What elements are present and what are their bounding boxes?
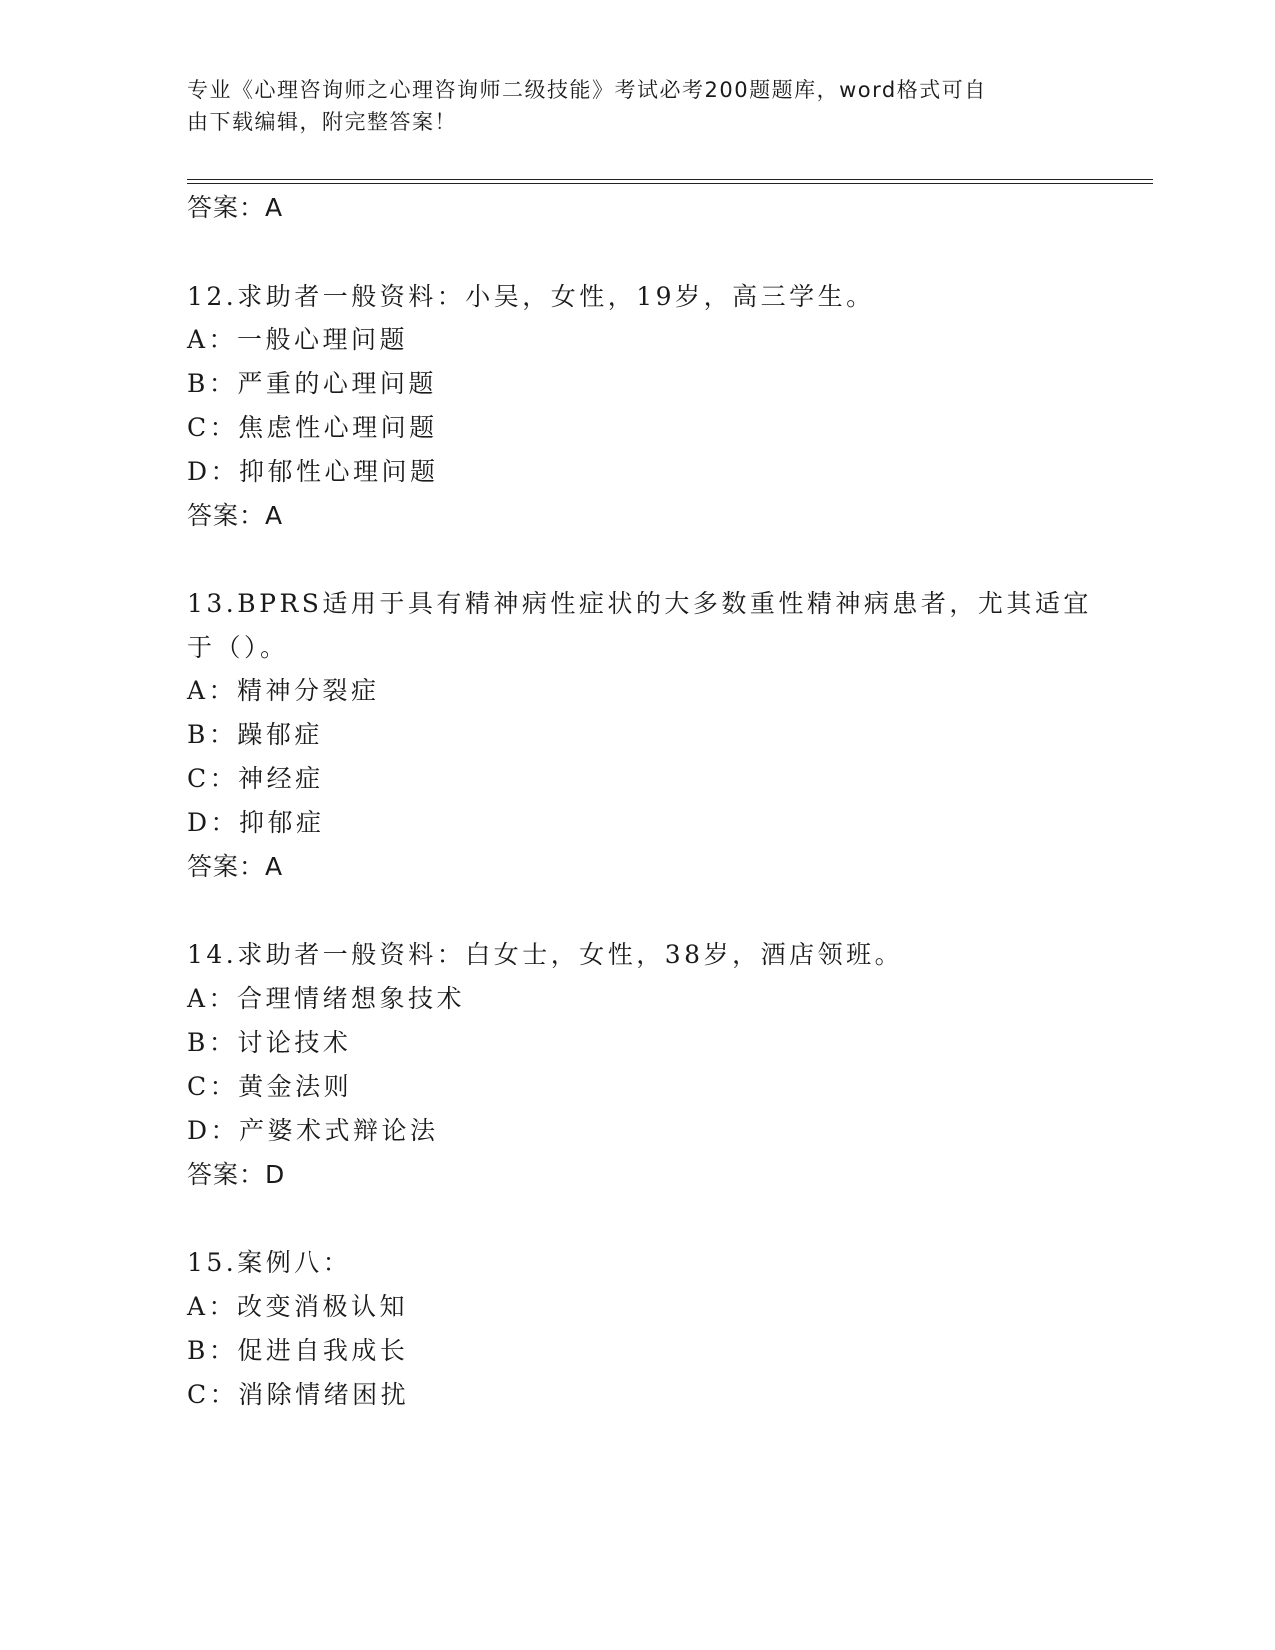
answer-line: 答案：D	[187, 1160, 286, 1189]
header-line-2: 由下载编辑，附完整答案！	[187, 110, 457, 134]
answer-line: 答案：A	[187, 501, 284, 530]
question-stem: 14.求助者一般资料：白女士，女性，38岁，酒店领班。	[187, 940, 904, 969]
answer-line: 答案：A	[187, 852, 284, 881]
option-c: C：焦虑性心理问题	[187, 413, 438, 442]
header-text	[187, 74, 1067, 138]
option-a: A：改变消极认知	[187, 1292, 409, 1321]
option-a: A：精神分裂症	[187, 676, 380, 705]
option-c: C：黄金法则	[187, 1072, 353, 1101]
option-a: A：一般心理问题	[187, 325, 409, 354]
option-b: B：躁郁症	[187, 720, 323, 749]
option-d: D：抑郁症	[187, 808, 325, 837]
option-a: A：合理情绪想象技术	[187, 984, 466, 1013]
option-d: D：抑郁性心理问题	[187, 457, 439, 486]
question-stem-continued: 于（）。	[187, 633, 289, 662]
option-b: B：促进自我成长	[187, 1336, 409, 1365]
option-b: B：讨论技术	[187, 1028, 352, 1057]
option-c: C：消除情绪困扰	[187, 1380, 410, 1409]
option-b: B：严重的心理问题	[187, 369, 437, 398]
question-stem: 13.BPRS适用于具有精神病性症状的大多数重性精神病患者，尤其适宜	[187, 589, 1092, 618]
option-c: C：神经症	[187, 764, 324, 793]
option-d: D：产婆术式辩论法	[187, 1116, 439, 1145]
answer-line: 答案：A	[187, 193, 284, 222]
header-divider-bottom	[187, 183, 1153, 184]
question-stem: 12.求助者一般资料：小吴，女性，19岁，高三学生。	[187, 282, 875, 311]
header-divider-top	[187, 179, 1153, 180]
question-stem: 15.案例八：	[187, 1248, 352, 1277]
header-line-1: 专业《心理咨询师之心理咨询师二级技能》考试必考200题题库，word格式可自	[187, 78, 987, 102]
